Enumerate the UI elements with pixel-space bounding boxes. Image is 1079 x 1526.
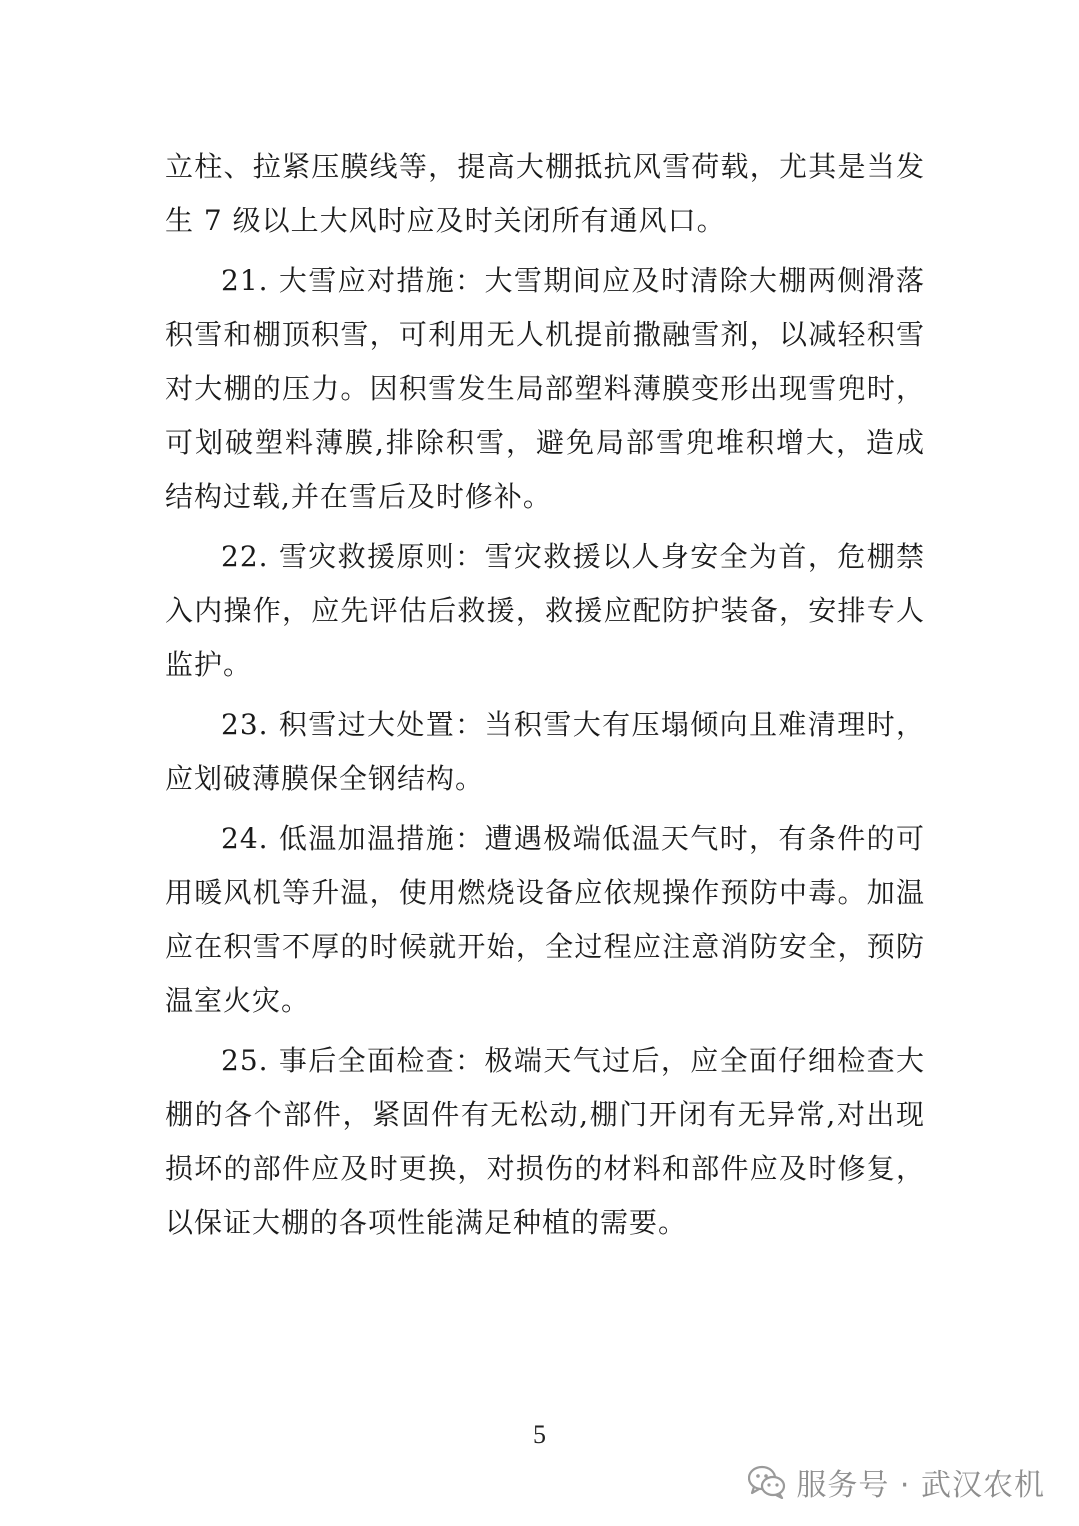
paragraph-21-heavy-snow-measures: 21. 大雪应对措施：大雪期间应及时清除大棚两侧滑落积雪和棚顶积雪，可利用无人机提前撒融雪剂，以减轻积雪对大棚的压力。因积雪发生局部塑料薄膜变形出现雪兜时，可划破塑料薄膜,排除积雪，避免局部雪兜堆积增大，造成结构过载,并在雪后及时修补。 bbox=[165, 264, 925, 513]
paragraph-23-excess-snow-handling: 23. 积雪过大处置：当积雪大有压塌倾向且难清理时，应划破薄膜保全钢结构。 bbox=[165, 708, 925, 795]
document-body bbox=[165, 140, 925, 1256]
paragraph-25-post-event-inspection: 25. 事后全面检查：极端天气过后，应全面仔细检查大棚的各个部件，紧固件有无松动,棚门开闭有无异常,对出现损坏的部件应及时更换，对损伤的材料和部件应及时修复，以保证大棚的各项性能满足种植的需要。 bbox=[165, 1044, 925, 1239]
page-number: 5 bbox=[533, 1420, 546, 1449]
account-watermark bbox=[748, 1462, 1045, 1502]
paragraph-continuation: 立柱、拉紧压膜线等，提高大棚抵抗风雪荷载，尤其是当发生 7 级以上大风时应及时关闭所有通风口。 bbox=[165, 150, 925, 237]
paragraph-24-low-temperature-heating: 24. 低温加温措施：遭遇极端低温天气时，有条件的可用暖风机等升温，使用燃烧设备应依规操作预防中毒。加温应在积雪不厚的时候就开始，全过程应注意消防安全，预防温室火灾。 bbox=[165, 822, 925, 1017]
paragraph-22-rescue-principle: 22. 雪灾救援原则：雪灾救援以人身安全为首，危棚禁入内操作，应先评估后救援，救援应配防护装备，安排专人监护。 bbox=[165, 540, 925, 681]
watermark-text: 服务号 · 武汉农机 bbox=[796, 1468, 1045, 1503]
wechat-icon bbox=[748, 1465, 786, 1499]
